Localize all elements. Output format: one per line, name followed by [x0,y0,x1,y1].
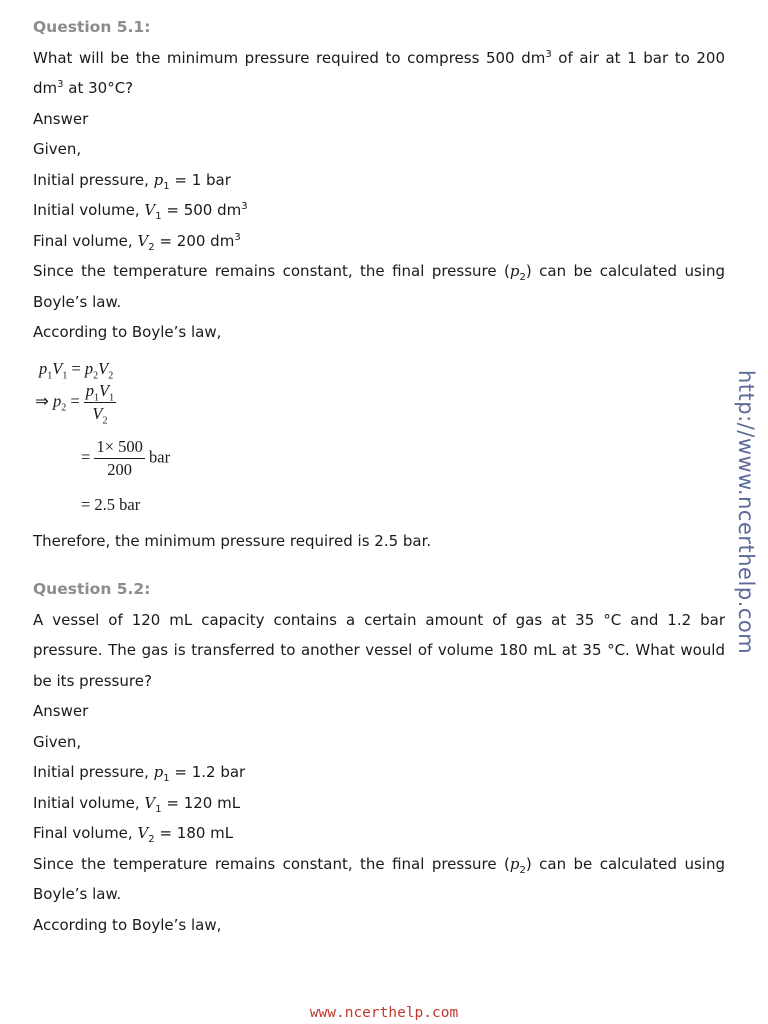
question-heading: Question 5.1: [33,18,151,36]
boyles-law-explanation: Since the temperature remains constant, the final pressure $(p_2)$ can be calculated using Boyle’s law. [33,854,725,903]
equation-result: = 2.5 bar [81,494,141,514]
initial-volume-line: Initial volume, $V_1 = 500$ $dm^3$ [33,201,248,222]
given-label: Given, [33,732,82,751]
question-text: A vessel of 120 mL capacity contains a certain amount of gas at 35 °C and 1.2 bar pressure. The gas is transferred to another vessel of volume 180 mL at 35 °C. What would be its pressure? [33,610,725,690]
equation-p2-fraction: ⇒ $p_2$ = $\frac{p_1V_1}{V_2}$ [35,380,115,426]
boyles-law-derivation [33,352,725,526]
initial-volume-line: Initial volume, $V_1 = 120$ mL [33,793,241,815]
footer-url: www.ncerthelp.com [309,1005,459,1021]
initial-pressure-line: Initial pressure, $p_1 = 1.2$ bar [33,763,246,784]
document-body [33,12,725,940]
initial-pressure-line: Initial pressure, $p_1 = 1$ bar [33,170,231,192]
answer-label: Answer [33,109,89,128]
fraction: $\frac{p_1V_1}{V_2}$ [85,380,115,426]
fraction: $\frac{1\times 500}{200}$ [96,436,143,479]
final-volume-line: Final volume, $V_2 = 200$ $dm^3$ [33,231,241,253]
given-label: Given, [33,140,82,158]
equation-substitution: = $\frac{1\times 500}{200}$ bar [81,436,171,479]
question-heading: Question 5.2: [33,580,151,598]
according-line: According to Boyle’s law, [33,323,222,341]
question-text: What will be the minimum pressure required to compress 500 $dm^3$ of air at 1 bar to 200 $dm^3$ at 30°C? [33,48,725,97]
final-volume-line: Final volume, $V_2 = 180$ mL [33,824,234,845]
conclusion-text: Therefore, the minimum pressure required is 2.5 bar. [33,531,432,550]
watermark-url: http://www.ncerthelp.com [734,370,758,655]
equation-p1v1-p2v2: $p_1V_1 = p_2V_2$ [39,358,114,381]
answer-label: Answer [33,702,89,720]
according-line: According to Boyle’s law, [33,915,222,934]
boyles-law-explanation: Since the temperature remains constant, the final pressure $(p_2)$ can be calculated using Boyle’s law. [33,262,725,311]
